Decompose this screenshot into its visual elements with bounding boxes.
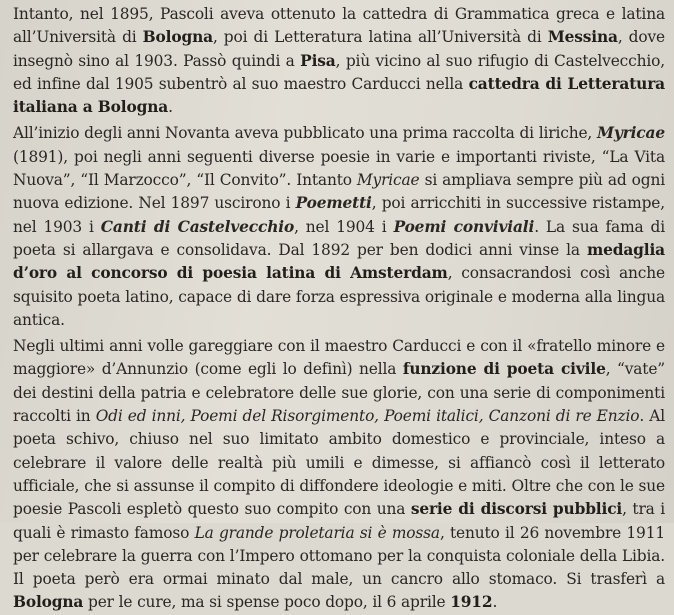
- text-run: si ampliava sempre più ad ogni nuova edizione. Nel 1897 uscirono i: [13, 171, 665, 213]
- text-run-bold: serie di discorsi pubblici: [410, 500, 623, 519]
- text-run: (1891), poi negli anni seguenti diverse poesie in varie e importanti riviste, “La Vita Nuova”, “Il Marzocco”, “Il Convito”. Intanto: [13, 147, 665, 190]
- text-run: , “vate” dei destini della patria e celebratore delle sue glorie, con una serie di componimenti raccolti in: [13, 360, 665, 426]
- text-run: , consacrandosi così anche squisito poeta latino, capace di dare forza espressiva originale e moderna alla lingua antica.: [13, 264, 665, 329]
- text-run: Negli ultimi anni volle gareggiare con il maestro Carducci e con il «fratello minore e maggiore» d’Annunzio (come egli lo definì) nella: [13, 337, 665, 379]
- text-run-bold: cattedra di Letteratura italiana a Bologna: [13, 74, 665, 117]
- paragraph: [13, 335, 665, 615]
- body-text: [13, 3, 665, 615]
- text-run-bold: funzione di poeta civile: [402, 360, 606, 379]
- text-run-bold: Messina: [547, 28, 618, 47]
- text-run: Intanto, nel 1895, Pascoli aveva ottenuto la cattedra di Grammatica greca e latina all’Università di: [13, 5, 665, 47]
- text-run: All’inizio degli anni Novanta aveva pubblicato una prima raccolta di liriche,: [13, 124, 597, 143]
- text-run: . Al poeta schivo, chiuso nel suo limitato ambito domestico e provinciale, inteso a celebrare il valore delle realtà più umili e dimesse, si affiancò così il letterato ufficiale, che si assunse il compito di diffondere ideologie e miti. Oltre che con le sue poesie Pascoli espletò questo suo compito con una: [13, 407, 665, 519]
- text-run-bold-italic: Canti di Castelvecchio: [100, 217, 295, 236]
- text-run-bold-italic: Poemi conviviali: [393, 217, 535, 236]
- text-run-bold: Bologna: [13, 593, 84, 612]
- text-run-bold: 1912: [450, 593, 493, 612]
- text-run-bold: Bologna: [142, 28, 213, 47]
- text-run: , poi di Letteratura latina all’Università di: [212, 28, 548, 47]
- text-run-bold-italic: Myricae: [596, 124, 665, 143]
- text-run: , dove insegnò sino al 1903. Passò quindi a: [13, 28, 666, 70]
- text-run: , tenuto il 26 novembre 1911 per celebrare la guerra con l’Impero ottomano per la conquista coloniale della Libia. Il poeta però era ormai minato dal male, un cancro allo stomaco. Si trasferì a: [13, 523, 665, 589]
- paragraph: [13, 3, 665, 119]
- text-run: , nel 1904 i: [294, 217, 394, 236]
- text-run: , più vicino al suo rifugio di Castelvecchio, ed infine dal 1905 subentrò al suo maestro Carducci nella: [13, 51, 665, 93]
- text-run: per le cure, ma si spense poco dopo, il 6 aprile: [83, 593, 451, 612]
- text-run-italic: La grande proletaria si è mossa: [194, 523, 440, 542]
- text-run: , tra i quali è rimasto famoso: [13, 500, 665, 542]
- text-run-italic: Odi ed inni, Poemi del Risorgimento, Poemi italici, Canzoni di re Enzio: [95, 407, 640, 426]
- text-run-italic: Myricae: [356, 171, 420, 190]
- paragraph: [13, 122, 665, 332]
- text-run: , poi arricchiti in successive ristampe, nel 1903 i: [13, 194, 665, 236]
- text-run-bold-italic: Poemetti: [295, 194, 372, 213]
- text-run: . La sua fama di poeta si allargava e consolidava. Dal 1892 per ben dodici anni vinse la: [13, 217, 665, 259]
- text-run-bold: medaglia d’oro al concorso di poesia latina di Amsterdam: [13, 240, 665, 283]
- text-run: .: [168, 98, 173, 117]
- text-run-bold: Pisa: [300, 51, 336, 70]
- text-run: .: [492, 593, 498, 612]
